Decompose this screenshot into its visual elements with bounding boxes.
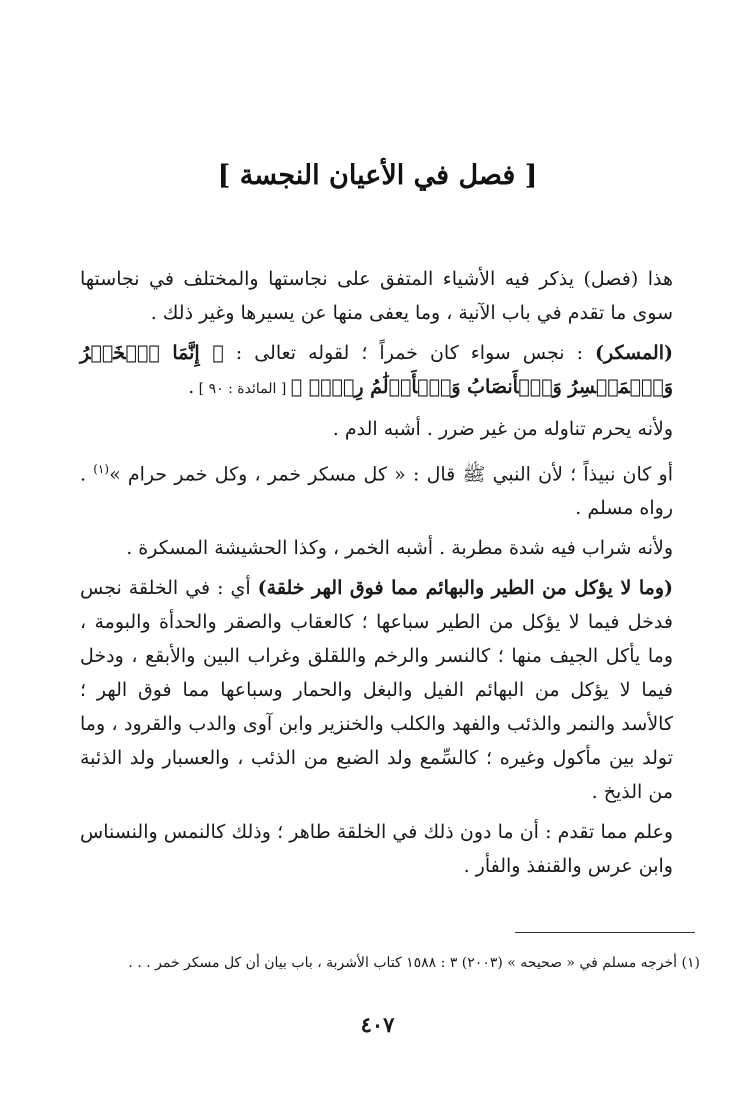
paragraph-4-end: . رواه مسلم . <box>80 463 673 520</box>
paragraph-6 <box>80 571 695 809</box>
section-title: [ فصل في الأعيان النجسة ] <box>217 160 538 191</box>
footnote-marker[interactable]: (١) <box>93 462 110 476</box>
paragraph-6-text: أي : في الخلقة نجس فدخل فيما لا يؤكل من الطير سباعها ؛ كالعقاب والصقر والحدأة والبومة ، وما يأكل الجيف منها ؛ كالنسر والرخم واللقلق وغراب البين والأبقع ، ودخل فيما لا يؤكل من البهائم الفيل والبغل والحمار وسباعها مما فوق الهر ؛ كالأسد والنمر والذئب والفهد والكلب والخنزير وابن آوى والدب والقرود ، وما تولد بين مأكول وغيره ؛ كالسِّمع ولد الضبع من الذئب ، والعسبار ولد الذئبة من الذيخ . <box>80 577 673 804</box>
quran-verse: ﴿ إِنَّمَا ٱلۡخَمۡرُ وَٱلۡمَيۡسِرُ وَٱلۡأَنصَابُ وَٱلۡأَزۡلَٰمُ رِجۡسٞ ﴾ <box>80 342 673 398</box>
main-text <box>80 262 695 889</box>
paragraph-2 <box>80 336 695 406</box>
footnote-divider <box>515 932 695 933</box>
quran-reference: [ المائدة : ٩٠ ] <box>194 381 291 397</box>
page-number: ٤٠٧ <box>360 1012 395 1037</box>
term-inedible-animals: (وما لا يؤكل من الطير والبهائم مما فوق الهر خلقة) <box>257 577 673 600</box>
paragraph-3: ولأنه يحرم تناوله من غير ضرر . أشبه الدم . <box>332 418 673 440</box>
paragraph-4-text: أو كان نبيذاً ؛ لأن النبي ﷺ قال : « كل مسكر خمر ، وكل خمر حرام » <box>109 463 673 486</box>
paragraph-7: وعلم مما تقدم : أن ما دون ذلك في الخلقة طاهر ؛ وذلك كالنمس والنسناس وابن عرس والقنفذ والفأر . <box>80 821 673 878</box>
paragraph-2-end: . <box>188 376 195 398</box>
footnote: (١) أخرجه مسلم في « صحيحه » (٢٠٠٣) ٣ : ١٥٨٨ كتاب الأشربة ، باب بيان أن كل مسكر خمر . . . <box>128 955 700 971</box>
paragraph-1: هذا (فصل) يذكر فيه الأشياء المتفق على نجاستها والمختلف في نجاستها سوى ما تقدم في باب الآنية ، وما يعفى منها عن يسيرها وغير ذلك . <box>80 268 673 324</box>
paragraph-4 <box>80 452 695 525</box>
paragraph-2-text: : نجس سواء كان خمراً ؛ لقوله تعالى : <box>223 342 596 364</box>
term-intoxicant: (المسكر) <box>595 342 673 364</box>
paragraph-5: ولأنه شراب فيه شدة مطربة . أشبه الخمر ، وكذا الحشيشة المسكرة . <box>126 537 673 560</box>
